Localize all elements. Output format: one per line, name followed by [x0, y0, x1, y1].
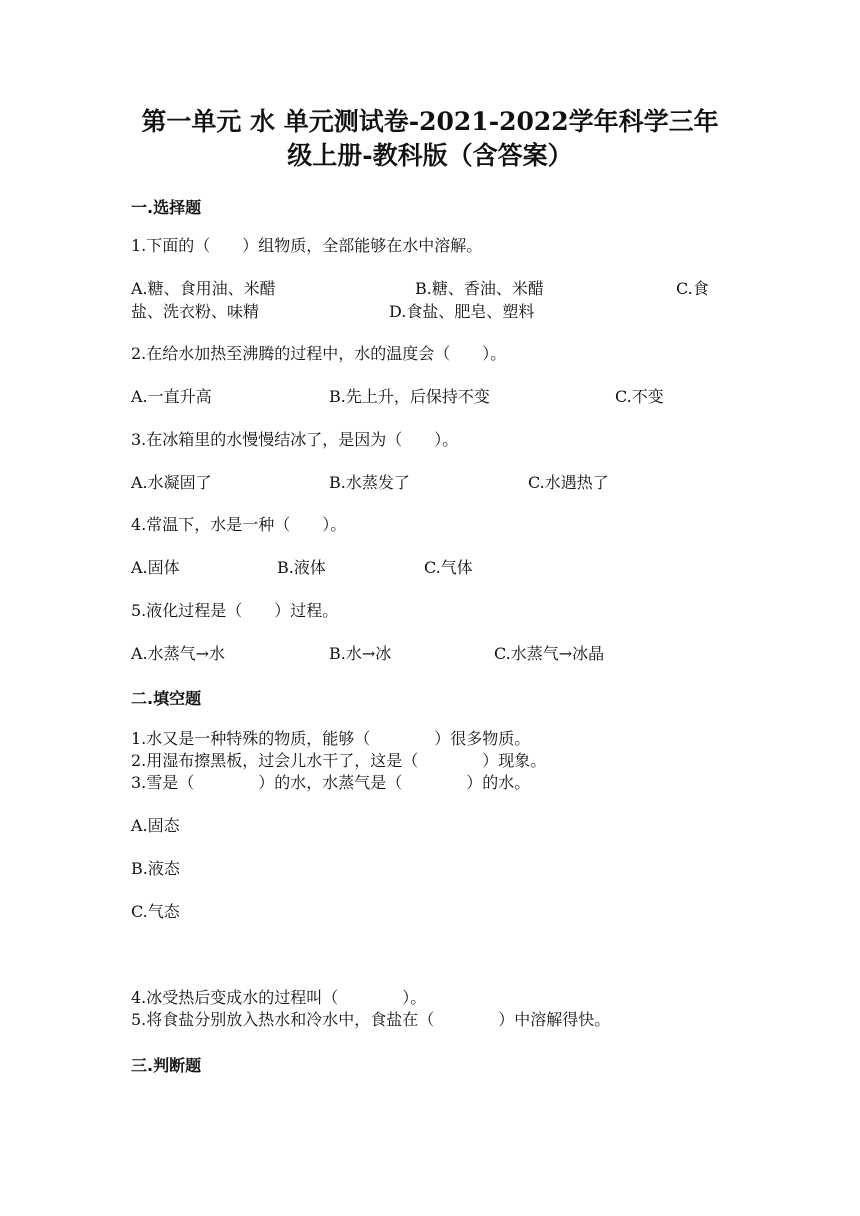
section-heading-fill: 二.填空题	[131, 689, 202, 708]
question-1-option-d: D.食盐、肥皂、塑料	[389, 302, 535, 321]
fill-option-a: A.固态	[131, 816, 180, 835]
question-2-option-a: A.一直升高	[131, 387, 212, 406]
question-3-option-c: C.水遇热了	[528, 473, 609, 492]
fill-question-2: 2.用湿布擦黑板，过会儿水干了，这是（ ）现象。	[131, 751, 547, 770]
question-3-option-a: A.水凝固了	[131, 473, 212, 492]
question-1-option-c-part2: 盐、洗衣粉、味精	[131, 302, 260, 321]
section-heading-judge: 三.判断题	[131, 1056, 202, 1075]
question-5-stem: 5.液化过程是（ ）过程。	[131, 601, 339, 620]
section-heading-choice: 一.选择题	[131, 198, 202, 217]
question-5-option-b: B.水→冰	[329, 644, 392, 663]
question-1-option-b: B.糖、香油、米醋	[415, 279, 544, 298]
question-1-option-c-part1: C.食	[676, 279, 709, 298]
question-4-option-b: B.液体	[277, 558, 326, 577]
question-5-option-a: A.水蒸气→水	[131, 644, 226, 663]
question-5-option-c: C.水蒸气→冰晶	[494, 644, 605, 663]
question-3-option-b: B.水蒸发了	[329, 473, 410, 492]
question-1-stem: 1.下面的（ ）组物质，全部能够在水中溶解。	[131, 236, 483, 255]
question-4-stem: 4.常温下，水是一种（ ）。	[131, 515, 347, 534]
question-1-option-a: A.糖、食用油、米醋	[131, 279, 276, 298]
fill-question-3: 3.雪是（ ）的水，水蒸气是（ ）的水。	[131, 773, 531, 792]
fill-question-1: 1.水又是一种特殊的物质，能够（ ）很多物质。	[131, 729, 531, 748]
question-4-option-c: C.气体	[424, 558, 473, 577]
question-4-option-a: A.固体	[131, 558, 180, 577]
question-3-stem: 3.在冰箱里的水慢慢结冰了，是因为（ ）。	[131, 430, 459, 449]
fill-question-5: 5.将食盐分别放入热水和冷水中，食盐在（ ）中溶解得快。	[131, 1010, 611, 1029]
question-2-stem: 2.在给水加热至沸腾的过程中，水的温度会（ ）。	[131, 344, 507, 363]
document-title-line-1: 第一单元 水 单元测试卷-2021-2022学年科学三年	[141, 107, 719, 136]
question-2-option-c: C.不变	[615, 387, 664, 406]
fill-option-b: B.液态	[131, 859, 180, 878]
fill-option-c: C.气态	[131, 902, 180, 921]
document-title-line-2: 级上册-教科版（含答案）	[287, 141, 573, 170]
question-2-option-b: B.先上升，后保持不变	[329, 387, 490, 406]
fill-question-4: 4.冰受热后变成水的过程叫（ ）。	[131, 988, 427, 1007]
